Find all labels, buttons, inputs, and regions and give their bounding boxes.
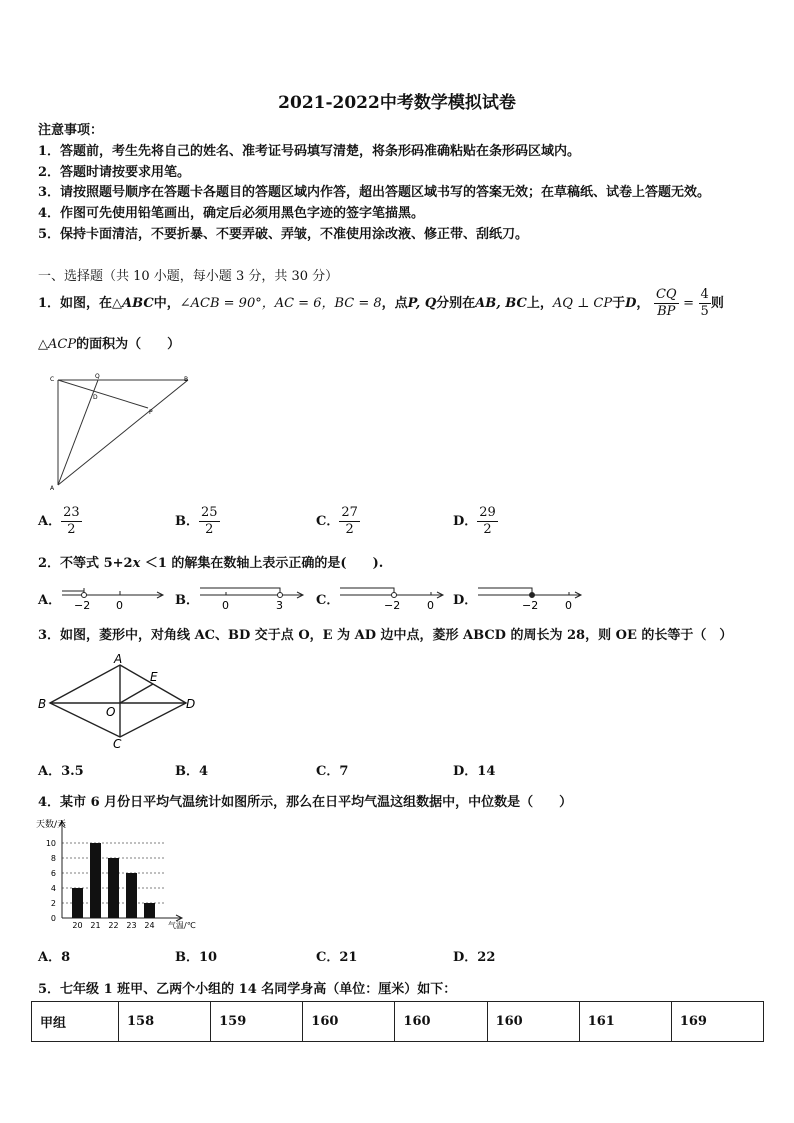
table-cell: 甲组 xyxy=(32,1002,119,1042)
height-table xyxy=(31,1001,764,1042)
table-cell: 160 xyxy=(487,1002,579,1042)
label-c: C xyxy=(50,376,55,383)
q4-option-a: A．8 xyxy=(38,950,71,965)
q1-option-a: A． $\frac{23}{2}$ xyxy=(38,505,80,537)
y-tick-label: 2 xyxy=(50,899,56,908)
tick-label: −2 xyxy=(384,599,401,612)
q1-line1: 1．如图，在△ABC中，∠ACB = 90°，AC = 6，BC = 8，点P, Q分别在AB, BC上，AQ ⊥ CP于D， $\frac{CQ}{BP}$ = $\frac{4}{5}$ 则 xyxy=(38,287,724,319)
note-item: 3．请按照题号顺序在答题卡各题目的答题区域内作答，超出答题区域书写的答案无效；在草稿纸、试卷上答题无效。 xyxy=(38,185,711,201)
q2-option-c-label: C． xyxy=(316,593,340,608)
q4-option-c: C．21 xyxy=(316,950,358,965)
bar xyxy=(72,888,83,918)
page-title: 2021-2022中考数学模拟试卷 xyxy=(278,93,516,113)
temperature-bar-chart xyxy=(36,818,206,938)
section-heading: 一、选择题（共 10 小题，每小题 3 分，共 30 分） xyxy=(38,269,339,284)
q3-option-d: D．14 xyxy=(453,764,496,779)
q4-stem: 4．某市 6 月份日平均气温统计如图所示，那么在日平均气温这组数据中，中位数是（ ） xyxy=(38,795,573,810)
bar xyxy=(144,903,155,918)
label-a: A xyxy=(114,652,123,666)
q2-option-a-numberline xyxy=(60,580,170,610)
q5-stem: 5．七年级 1 班甲、乙两个小组的 14 名同学身高（单位：厘米）如下： xyxy=(38,982,457,997)
fraction-4-5: $\frac{4}{5}$ xyxy=(700,287,709,319)
table-cell: 161 xyxy=(579,1002,671,1042)
table-cell: 158 xyxy=(119,1002,211,1042)
tick-label: −2 xyxy=(74,599,91,612)
q4-option-b: B．10 xyxy=(175,950,218,965)
q1-triangle-figure xyxy=(40,370,200,495)
x-axis-label: 气温/℃ xyxy=(168,921,196,930)
notes xyxy=(38,121,710,246)
q3-option-b: B．4 xyxy=(175,764,209,779)
label-d: D xyxy=(93,394,98,401)
y-tick-label: 0 xyxy=(50,914,56,923)
notes-heading: 注意事项： xyxy=(38,123,104,138)
q1-option-d: D． $\frac{29}{2}$ xyxy=(453,505,496,537)
q1-option-b: B． $\frac{25}{2}$ xyxy=(175,505,218,537)
note-item: 2．答题时请按要求用笔。 xyxy=(38,164,191,180)
label-d: D xyxy=(186,697,196,711)
tick-label: 3 xyxy=(276,599,283,612)
q4-option-d: D．22 xyxy=(453,950,496,965)
q2-option-c-numberline xyxy=(338,580,450,610)
table-row xyxy=(32,1002,764,1042)
table-cell: 160 xyxy=(303,1002,395,1042)
label-e: E xyxy=(150,670,158,684)
label-a: A xyxy=(50,485,55,492)
bar xyxy=(126,873,137,918)
y-tick-label: 8 xyxy=(50,854,56,863)
note-item: 5．保持卡面清洁，不要折暴、不要弄破、弄皱，不准使用涂改液、修正带、刮纸刀。 xyxy=(38,226,529,242)
q3-stem: 3．如图，菱形中，对角线 AC、BD 交于点 O，E 为 AD 边中点，菱形 ABCD 的周长为 28，则 OE 的长等于（ ） xyxy=(38,628,733,643)
y-tick-label: 4 xyxy=(50,884,56,893)
q3-option-a: A．3.5 xyxy=(38,764,84,779)
x-tick-label: 21 xyxy=(90,921,101,930)
fraction-cq-bp: $\frac{CQ}{BP}$ xyxy=(655,287,677,319)
q2-option-d-label: D． xyxy=(453,593,478,608)
q2-option-b-numberline xyxy=(198,580,308,610)
note-item: 4．作图可先使用铅笔画出，确定后必须用黑色字迹的签字笔描黑。 xyxy=(38,206,425,222)
label-c: C xyxy=(113,737,122,751)
q1-option-c: C． $\frac{27}{2}$ xyxy=(316,505,358,537)
table-cell: 169 xyxy=(671,1002,763,1042)
x-tick-label: 22 xyxy=(108,921,119,930)
label-b: B xyxy=(184,376,189,383)
y-tick-label: 10 xyxy=(45,839,56,848)
x-tick-label: 23 xyxy=(126,921,137,930)
y-tick-label: 6 xyxy=(50,869,56,878)
label-p: P xyxy=(149,409,153,416)
tick-label: 0 xyxy=(222,599,229,612)
tick-label: 0 xyxy=(116,599,123,612)
x-tick-label: 24 xyxy=(144,921,155,930)
x-tick-label: 20 xyxy=(72,921,83,930)
q2-option-a-label: A． xyxy=(38,593,62,608)
label-b: B xyxy=(38,697,47,711)
table-cell: 160 xyxy=(395,1002,487,1042)
q2-stem: 2．不等式 5+2x ＜1 的解集在数轴上表示正确的是( ). xyxy=(38,556,384,571)
note-item: 1．答题前，考生先将自己的姓名、准考证号码填写清楚，将条形码准确粘贴在条形码区域内。 xyxy=(38,143,581,159)
q3-option-c: C．7 xyxy=(316,764,349,779)
y-axis-label: 天数/天 xyxy=(36,820,67,830)
bar xyxy=(108,858,119,918)
q3-rhombus-figure xyxy=(36,652,201,750)
q1-line2: △ACP的面积为（ ） xyxy=(38,337,181,352)
tick-label: 0 xyxy=(427,599,434,612)
label-o: O xyxy=(106,705,116,719)
q2-option-b-label: B． xyxy=(175,593,199,608)
table-cell: 159 xyxy=(211,1002,303,1042)
tick-label: −2 xyxy=(522,599,539,612)
label-q: Q xyxy=(95,373,100,380)
tick-label: 0 xyxy=(565,599,572,612)
q2-option-d-numberline xyxy=(476,580,588,610)
bar xyxy=(90,843,101,918)
